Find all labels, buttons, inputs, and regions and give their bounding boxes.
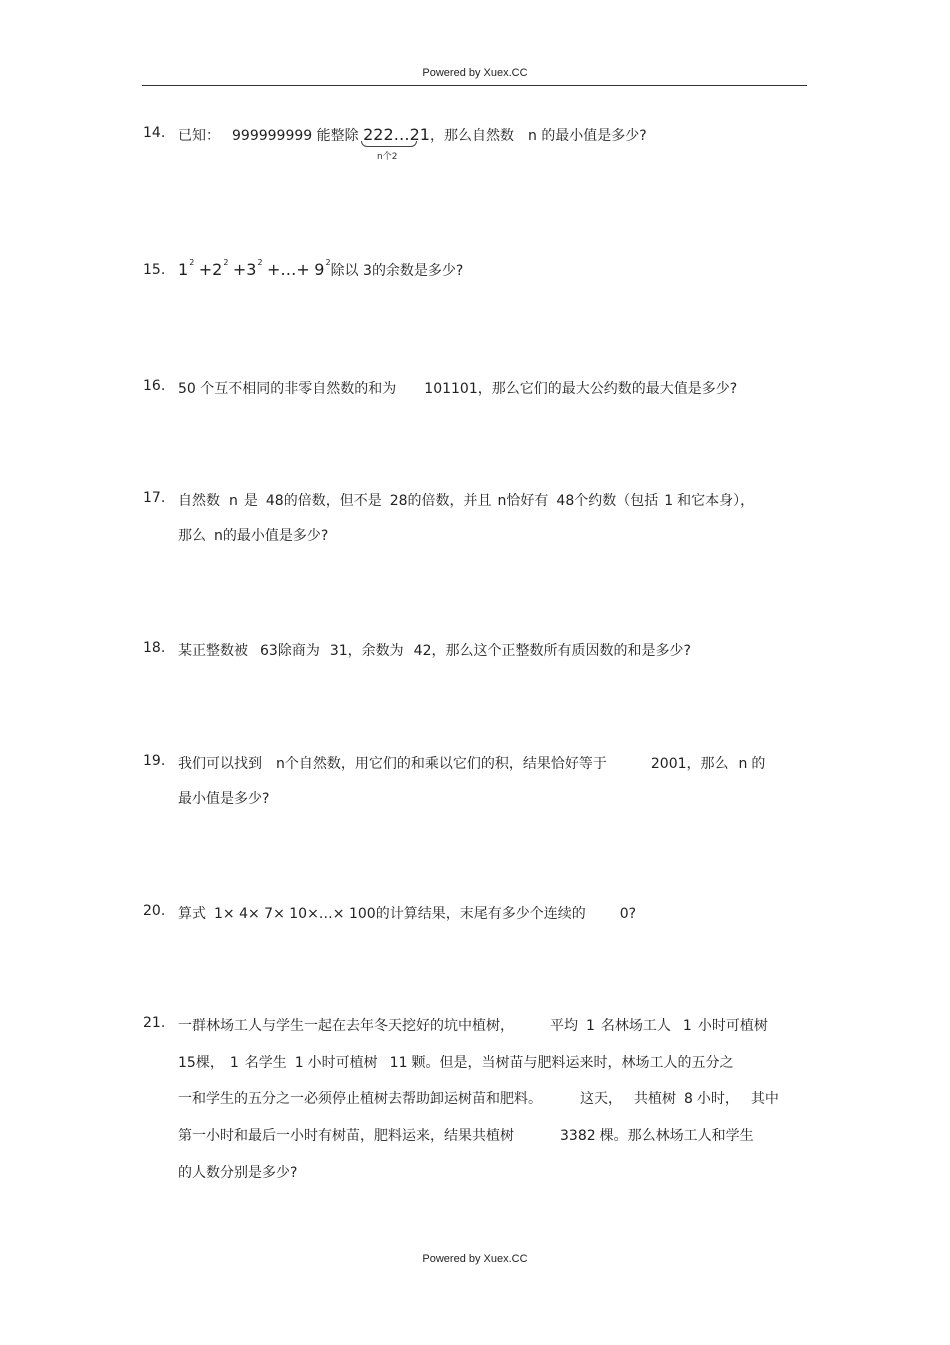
underbrace: [361, 141, 417, 147]
question-number: 18.: [143, 640, 166, 656]
question-text-line-1: 自然数 n 是 48的倍数，但不是 28的倍数，并且 n恰好有 48个约数（包括 1 和它本身），: [178, 493, 755, 509]
question-text-line-5: 的人数分别是多少?: [178, 1165, 298, 1181]
question-number: 21.: [143, 1015, 166, 1031]
question-text: 某正整数被 63除商为 31，余数为 42，那么这个正整数所有质因数的和是多少?: [178, 643, 691, 659]
question-text: 已知： 999999999 能整除 222…21，那么自然数 n 的最小值是多少?: [178, 125, 647, 144]
page-footer: Powered by Xuex.CC: [422, 1253, 528, 1265]
header-rule: [142, 85, 807, 86]
question-number: 20.: [143, 903, 166, 919]
question-text-line-1: 一群林场工人与学生一起在去年冬天挖好的坑中植树， 平均 1 名林场工人 1 小时可植树: [178, 1018, 768, 1034]
question-text-line-1: 我们可以找到 n个自然数，用它们的和乘以它们的积，结果恰好等于 2001，那么 n 的: [178, 756, 766, 772]
question-number: 15.: [143, 262, 166, 278]
question-text-line-2: 15棵， 1 名学生 1 小时可植树 11 颗。但是，当树苗与肥料运来时，林场工人的五分之: [178, 1055, 734, 1071]
question-text-line-2: 最小值是多少?: [178, 791, 270, 807]
math-expression: 222…21: [363, 125, 430, 144]
question-number: 19.: [143, 753, 166, 769]
question-number: 14.: [143, 125, 166, 141]
question-text-line-4: 第一小时和最后一小时有树苗，肥料运来，结果共植树 3382 棵。那么林场工人和学生: [178, 1128, 754, 1144]
page-header: Powered by Xuex.CC: [422, 67, 528, 79]
question-text: 50 个互不相同的非零自然数的和为 101101，那么它们的最大公约数的最大值是多少?: [178, 381, 738, 397]
question-number: 17.: [143, 490, 166, 506]
question-text-line-3: 一和学生的五分之一必须停止植树去帮助卸运树苗和肥料。 这天， 共植树 8 小时， 其中: [178, 1091, 779, 1107]
question-text: 算式 1× 4× 7× 10×…× 100的计算结果，末尾有多少个连续的 0?: [178, 906, 637, 922]
underbrace-label: n个2: [377, 152, 398, 162]
question-text: $1^2 +2^2 +3^2$ +…+ $9^2$除以 3的余数是多少?: [178, 258, 464, 279]
question-number: 16.: [143, 378, 166, 394]
question-text-line-2: 那么 n的最小值是多少?: [178, 528, 329, 544]
